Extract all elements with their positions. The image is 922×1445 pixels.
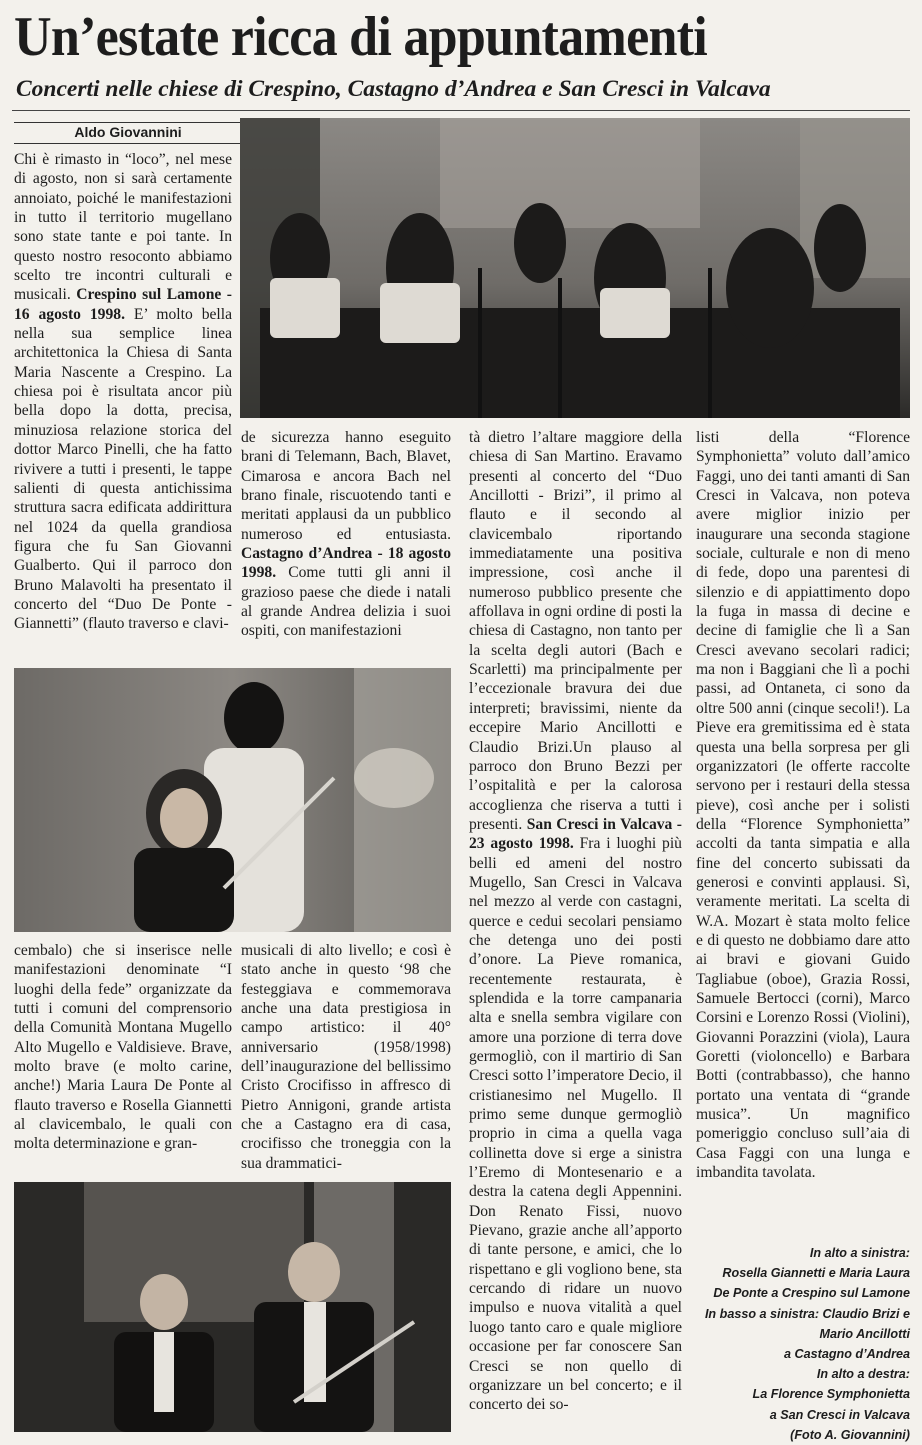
column-2-top <box>241 428 451 660</box>
castagno-paragraph: Come tutti gli anni il grazioso paese che diede i natali al grande Andrea delizia i suoi ospiti, con manifestazioni <box>241 564 451 640</box>
photo-florence-symphonietta <box>240 118 910 418</box>
header-divider <box>12 110 910 111</box>
crespino-final-paragraph: cembalo) che si inserisce nelle manifestazioni denominate “I luoghi della fede” organizzate da tutti i comuni del comprensorio della Comunità Montana Mugello Alto Mugello e Valdisieve. Brave, molto brave (e molto carine, anche!) Maria Laura De Ponte al flauto traverso e Rosella Giannetti al clavicembalo, le quali con molta determinazione e gran- <box>14 942 232 1153</box>
caption-line: In alto a destra: <box>816 1367 910 1382</box>
caption-line: In alto a sinistra: <box>809 1246 910 1260</box>
author-byline: Aldo Giovannini <box>14 122 242 144</box>
column-4 <box>696 428 910 1243</box>
castagno-continuation: tà dietro l’altare maggiore della chiesa di San Martino. Eravamo presenti al concerto del “Duo Ancillotti - Brizi”, il primo al flauto e il secondo al clavicembalo riportando immediatamente una positiva impressione, così anche il numeroso pubblico presente che affollava in ogni ordine di posti la chiesa di Castagno, non tanto per la scelta degli autori (Bach e Scarletti) ma principalmente per l’eccezionale bravura dei due interpreti; bravissimi, niente da eccepire Mario Ancillotti e Claudio Brizi.Un plauso al parroco don Bruno Bezzi per l’ospitalità e per la calorosa accoglienza che riserva a tutti i presenti. <box>469 429 682 833</box>
crespino-continuation: de sicurezza hanno eseguito brani di Telemann, Bach, Blavet, Cimarosa e ancora Bach nel brano finale, riscuotendo tanti e meritati applausi da un pubblico numeroso ed entusiasta. <box>241 429 451 543</box>
subheadline: Concerti nelle chiese di Crespino, Castagno d’Andrea e San Cresci in Valcava <box>16 76 771 102</box>
column-1-bottom <box>14 941 232 1175</box>
section-heading-castagno: Castagno d’Andrea - 18 agosto 1998. <box>241 545 451 582</box>
section-heading-crespino: Crespino sul Lamone - 16 agosto 1998. <box>14 286 232 323</box>
san-cresci-continuation: listi della “Florence Symphonietta” voluto dall’amico Faggi, uno dei tanti amanti di San Cresci in Valcava, non poteva avere miglior inizio per inaugurare una seconda stagione sociale, culturale e non di meno di fede, dopo una parentesi di silenzio e di appiattimento dopo la fuga in massa di decine e decine di famiglie che lì a San Cresci avevano secolari radici; ma non i Baggiani che lì a pochi passi, ad Ontaneta, ci sono da oltre 500 anni (cinque secoli!). La Pieve era gremitissima ed è stata questa una bella sorpresa per gli organizzatori (le offerte raccolte servono per i restauri della stessa pieve), così anche per i solisti della “Florence Symphonietta” accolti da tanta simpatia e alla fine del concerto subissati da generosi e convinti applausi. Sì, veramente meritati. La scelta di W.A. Mozart è stata molto felice e di questo ne dobbiamo dare atto ai bravi e giovani Guido Tagliabue (oboe), Grazia Rossi, Samuele Bertocci (corni), Marco Corsini e Lorenzo Rossi (Violini), Giovanni Porazzini (viola), Laura Goretti (violoncello) e Barbara Botti (contrabbasso), che hanno portato una ventata di “grande musica”. Un magnifico pomeriggio concluso sull’aia di Casa Faggi con una lunga e imbandita tavolata. <box>696 429 910 1182</box>
caption-line: Rosella Giannetti e Maria Laura <box>722 1266 910 1281</box>
column-2-bottom <box>241 941 451 1175</box>
photo-captions <box>696 1243 910 1445</box>
caption-line: a San Cresci in Valcava <box>769 1407 910 1422</box>
caption-line: In basso a sinistra: Claudio Brizi e <box>704 1306 910 1321</box>
photo-duo-de-ponte-giannetti <box>14 668 451 932</box>
caption-line: De Ponte a Crespino sul Lamone <box>713 1286 910 1301</box>
photo-duo-ancillotti-brizi <box>14 1182 451 1432</box>
castagno-final-paragraph: musicali di alto livello; e così è stato anche in questo ‘98 che festeggiava e commemorava anche una data prestigiosa in campo artistico: il 40° anniversario (1958/1998) dell’inaugurazione del bellissimo Cristo Crocifisso in affresco di Pietro Annigoni, grande artista che a Castagno era di casa, crocifisso che troneggia con la sua drammatici- <box>241 942 451 1172</box>
caption-line: Mario Ancillotti <box>819 1326 910 1341</box>
caption-line: La Florence Symphonietta <box>752 1387 910 1402</box>
section-heading-san-cresci: San Cresci in Valcava - 23 agosto 1998. <box>469 815 682 853</box>
caption-line: (Foto A. Giovannini) <box>790 1427 910 1442</box>
column-1-top <box>14 150 232 660</box>
san-cresci-paragraph: Fra i luoghi più belli ed ameni del nostro Mugello, San Cresci in Valcava nel mezzo al verde con castagni, querce e cedui secolari pensiamo che detenga uno dei posti d’onore. La Pieve romanica, recentemente restaurata, è splendida e la torre campanaria alta e snella sembra vigilare con amore una porzione di terra dove germogliò, con il martirio di San Cresci sotto l’imperatore Decio, il cristianesimo nel Mugello. Il primo seme dunque germogliò proprio in cima a quella vaga collinetta dove si erge a sinistra l’Eremo di Montesenario e a destra la catena degli Appennini. Don Renato Fissi, nuovo Pievano, grazie anche all’apporto di tante persone, e amici, che lo rispettano e gli vogliono bene, sta cercando di ridare un nuovo impulso e nuova vitalità a quel luogo tanto caro e quale migliore occasione per far conoscere San Cresci se non quello di organizzare un bel concerto; e il concerto dei so- <box>469 835 682 1414</box>
headline: Un’estate ricca di appuntamenti <box>14 6 707 68</box>
intro-paragraph: Chi è rimasto in “loco”, nel mese di agosto, non si sarà certamente annoiato, poiché le manifestazioni in tutto il territorio mugellano sono state tante e poi tante. In questo nostro resoconto abbiamo scelto tre incontri culturali e musicali. <box>14 151 232 304</box>
crespino-paragraph: E’ molto bella nella sua semplice linea architettonica la Chiesa di Santa Maria Nascente a Crespino. La chiesa poi è risultata ancor più bella dopo la dotta, precisa, minuziosa relazione storica del dottor Marco Pinelli, che ha fatto rivivere a tutti i presenti, le tappe salienti di questa antichissima struttura sacra edificata addirittura nel 1024 da quella grandiosa figura che fu San Giovanni Gualberto. Qui il parroco don Bruno Malavolti ha presentato il concerto del “Duo De Ponte - Giannetti” (flauto traverso e clavi- <box>14 305 232 633</box>
caption-line: a Castagno d’Andrea <box>784 1347 910 1362</box>
column-3 <box>469 428 682 1433</box>
